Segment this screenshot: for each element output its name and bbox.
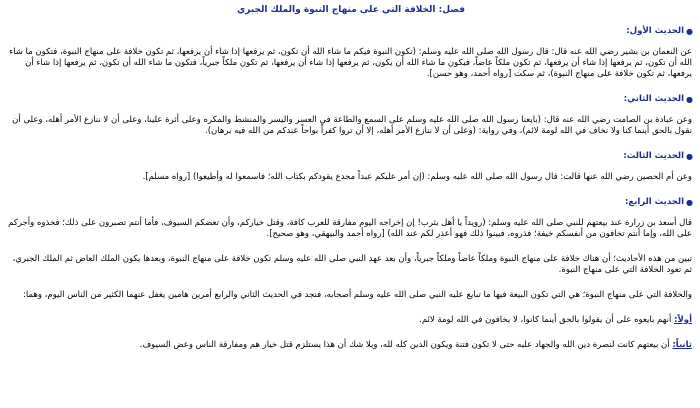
commentary-paragraph-1: تبين من هذه الأحاديث؛ أن هناك خلافة على منهاج النبوة وملكاً عاضاً وملكاً جبرياً، وأن بعد عهد النبي صلى الله عليه وسلم تكون خلافة على منهاج النبوة، وبعدها يكون الملك العاض ثم الملك الجبري، ثم تعود الخلافة التي على منهاج النبوة. [12, 254, 692, 275]
point-item-1 [8, 315, 692, 326]
section-heading [8, 94, 693, 105]
hadith-text: وعن أم الحصين رضي الله عنها قالت: قال رسول الله صلى الله عليه وسلم: (إن أمر عليكم عبداً مجدع يقودكم بكتاب الله؛ فاسمعوا له وأطيعوا) [رواه مسلم]. [142, 172, 692, 182]
document-page [8, 4, 694, 408]
bullet-icon: ● [686, 27, 693, 36]
section-heading-text: الحديث الثاني: [623, 94, 684, 104]
hadith-section-2 [8, 94, 694, 137]
section-heading-text: الحديث الثالث: [623, 151, 684, 161]
bullet-icon: ● [686, 152, 693, 161]
point-label: أولاً: [674, 315, 692, 325]
point-label: ثانياً: [672, 340, 692, 350]
section-heading [8, 197, 693, 208]
bullet-icon: ● [686, 95, 693, 104]
hadith-section-4 [8, 197, 694, 240]
hadith-text: وعن عبادة بن الصامت رضي الله عنه قال: (بايعنا رسول الله صلى الله عليه وسلم على السمع والطاعة في العسر واليسر والمنشط والمكره وعلى أثرة علينا، وعلى أن لا ننازع الأمر أهله، وعلى أن نقول بالحق أينما كنا ولا نخاف في الله لومة لائم)، وفي رواية: (وعلى أن لا ننازع الأمر أهله، إلا أن تروا كفراً بواحاً عندكم من الله فيه برهان). [12, 115, 692, 136]
hadith-text: عن النعمان بن بشير رضي الله عنه قال: قال رسول الله صلى الله عليه وسلم: (تكون النبوة فيكم ما شاء الله أن تكون، ثم يرفعها إذا شاء أن يرفعها، ثم تكون خلافة على منهاج النبوة، فتكون ما شاء الله أن تكون، ثم يرفعها إذا شاء أن يرفعها، ثم تكون ملكاً عاضاً، فيكون ما شاء الله أن يكون، ثم يرفعها إذا شاء أن يرفعها، ثم تكون ملكاً جبرياً، فتكون ما شاء الله أن تكون، ثم يرفعها إذا شاء أن يرفعها، ثم تكون خلافة على منهاج النبوة)، ثم سكت [رواه أحمد، وهو حسن]. [9, 47, 692, 79]
section-heading [8, 26, 693, 37]
commentary-paragraph-2: والخلافة التي على منهاج النبوة؛ هي التي تكون البيعة فيها ما تبايع عليه النبي صلى الله عليه وسلم أصحابه، فنجد في الحديث الثاني والرابع أمرين هامين يغفل عنهما الكثير من الناس اليوم، وهما: [22, 290, 692, 300]
bullet-icon: ● [686, 198, 693, 207]
section-heading [8, 151, 693, 162]
hadith-section-1 [8, 26, 694, 80]
point-text: أن بيعتهم كانت لنصرة دين الله والجهاد عليه حتى لا تكون فتنة ويكون الدين كله لله، وبلا شك أن هذا يستلزم قتل خيار هم ومفارقة الناس وعض السيوف. [139, 340, 670, 350]
point-item-2 [8, 340, 692, 351]
section-heading-text: الحديث الأول: [626, 26, 684, 36]
section-heading-text: الحديث الرابع: [625, 197, 684, 207]
hadith-text: قال أسعد بن زرارة عند بيعتهم للنبي صلى الله عليه وسلم: (رويداً يا أهل يثرب! إن إخراجه اليوم مفارقة للعرب كافة، وقتل خياركم، وأن تعضكم السيوف، فأما أنتم تصبرون على ذلك؛ فخذوه وأجركم على الله، وإما أنتم تخافون من أنفسكم خيفة؛ فذروه، فبينوا ذلك فهو أعذر لكم عند الله) [رواه أحمد والبيهقي، وهو صحيح]. [8, 218, 692, 239]
hadith-section-3 [8, 151, 694, 183]
page-title: فصل: الخلافة التي على منهاج النبوة والملك الجبري [236, 5, 466, 15]
point-text: أنهم بايعوه على أن يقولوا بالحق أينما كانوا، لا يخافون في الله لومة لائم. [419, 315, 672, 325]
